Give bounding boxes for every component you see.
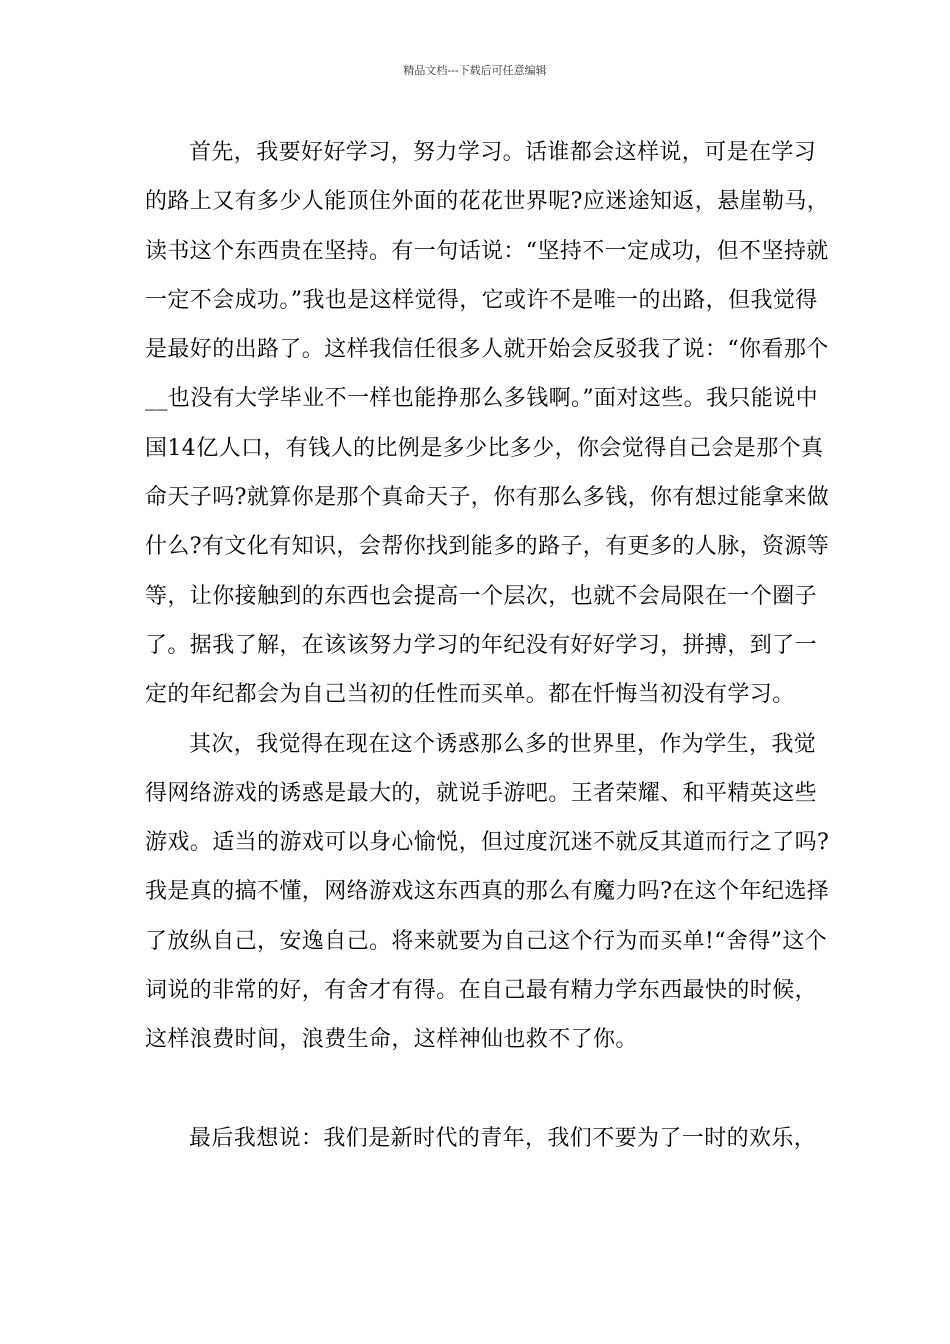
paragraph-spacer (145, 1065, 835, 1114)
paragraph-second: 其次，我觉得在现在这个诱惑那么多的世界里，作为学生，我觉得网络游戏的诱惑是最大的，就说手游吧。王者荣耀、和平精英这些游戏。适当的游戏可以身心愉悦，但过度沉迷不就反其道而行之了吗?我是真的搞不懂，网络游戏这东西真的那么有魔力吗?在这个年纪选择了放纵自己，安逸自己。将来就要为自己这个行为而买单!“舍得”这个词说的非常的好，有舍才有得。在自己最有精力学东西最快的时候，这样浪费时间，浪费生命，这样神仙也救不了你。 (145, 731, 830, 1053)
page-header: 精品文档---下载后可任意编辑 (403, 64, 547, 77)
paragraph-first: 首先，我要好好学习，努力学习。话谁都会这样说，可是在学习的路上又有多少人能顶住外面的花花世界呢?应迷途知返，悬崖勒马，读书这个东西贵在坚持。有一句话说：“坚持不一定成功，但不坚持就一定不会成功。”我也是这样觉得，它或许不是唯一的出路，但我觉得是最好的出路了。这样我信任很多人就开始会反驳我了说：“你看那个__也没有大学毕业不一样也能挣那么多钱啊。”面对这些。我只能说中国14亿人口，有钱人的比例是多少比多少，你会觉得自己会是那个真命天子吗?就算你是那个真命天子，你有那么多钱，你有想过能拿来做什么?有文化有知识，会帮你找到能多的路子，有更多的人脉，资源等等，让你接触到的东西也会提高一个层次，也就不会局限在一个圈子了。据我了解，在该该努力学习的年纪没有好好学习，拼搏，到了一定的年纪都会为自己当初的任性而买单。都在忏悔当初没有学习。 (145, 140, 830, 708)
paragraph-last: 最后我想说：我们是新时代的青年，我们不要为了一时的欢乐， (189, 1125, 817, 1151)
document-body (145, 128, 835, 1163)
